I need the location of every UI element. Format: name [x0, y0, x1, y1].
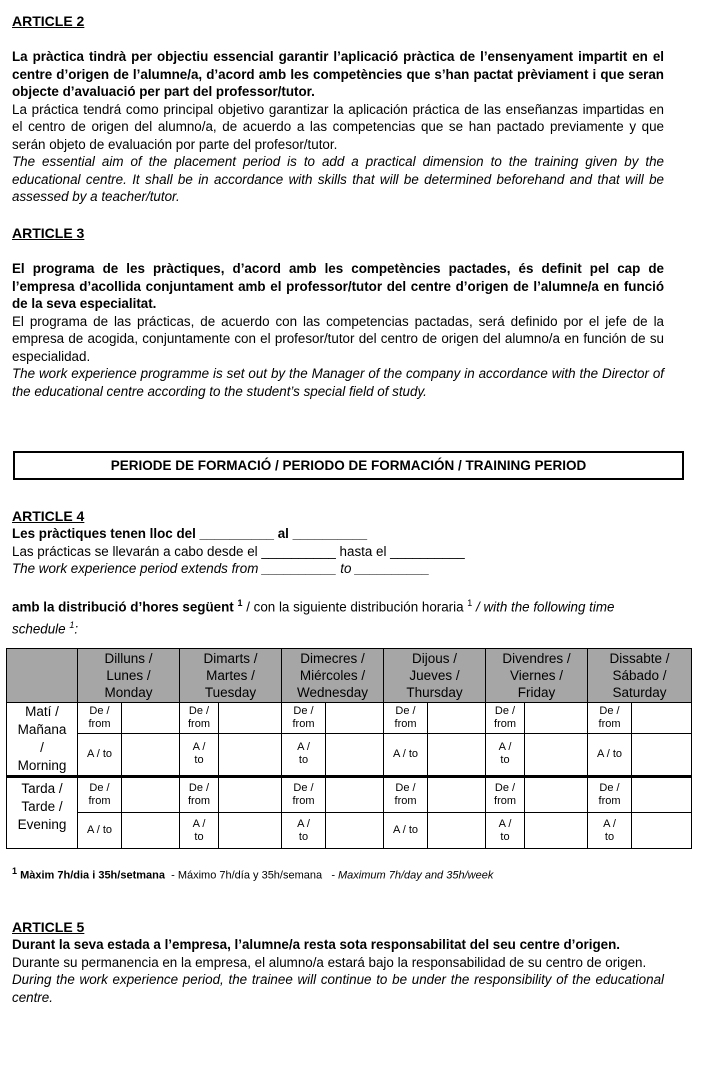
day-es: Miércoles / [299, 668, 366, 683]
from-en: from [188, 717, 210, 730]
time-input-cell[interactable] [428, 777, 486, 813]
from-label [384, 777, 428, 813]
time-input-cell[interactable] [525, 777, 588, 813]
training-period-box: PERIODE DE FORMACIÓ / PERIODO DE FORMACIÓN / TRAINING PERIOD [13, 451, 684, 480]
time-input-cell[interactable] [219, 733, 282, 776]
from-label [180, 777, 219, 813]
article-3-heading: ARTICLE 3 [12, 225, 85, 241]
article-2-body [12, 48, 664, 206]
day-es: Martes / [206, 668, 255, 683]
to-ca: A / [498, 817, 512, 830]
to-en: to [604, 830, 615, 843]
day-header-wednesday [282, 649, 384, 703]
from-en: from [394, 717, 417, 730]
article-4-dates [12, 525, 664, 578]
footnote-english: - Maximum 7h/day and 35h/week [331, 869, 494, 882]
article-4-spanish: Las prácticas se llevarán a cabo desde el __________ hasta el __________ [12, 543, 465, 559]
article-2-catalan: La pràctica tindrà per objectiu essencial garantir l’aplicació pràctica de l’ensenyament impartit en el centre d’origen de l’alumne/a, d’acord amb les competències que s’han pactat prèviament i que seran objecte d’avaluació per part del professor/tutor. [12, 49, 664, 99]
from-en: from [598, 717, 621, 730]
to-label: A / to [588, 733, 632, 776]
evening-es: Tarde / [21, 799, 63, 814]
from-ca: De / [395, 782, 416, 794]
to-label [282, 733, 326, 776]
footnote-ref: 1 [69, 620, 75, 631]
from-en: from [494, 717, 517, 730]
day-ca: Dijous / [412, 651, 458, 666]
from-ca: De / [599, 704, 620, 717]
evening-en: Evening [17, 817, 67, 832]
day-header-saturday [588, 649, 692, 703]
from-label [588, 703, 632, 734]
day-ca: Dissabte / [609, 651, 670, 666]
to-en: to [194, 754, 204, 767]
to-label [486, 813, 525, 849]
from-label [486, 777, 525, 813]
distribution-catalan: amb la distribució d’hores següent [12, 599, 234, 615]
to-label [180, 733, 219, 776]
from-label [282, 703, 326, 734]
day-en: Wednesday [296, 685, 369, 700]
time-input-cell[interactable] [122, 703, 180, 734]
time-input-cell[interactable] [525, 703, 588, 734]
from-ca: De / [293, 782, 314, 794]
day-ca: Divendres / [502, 651, 571, 666]
time-input-cell[interactable] [219, 703, 282, 734]
time-input-cell[interactable] [326, 777, 384, 813]
time-input-cell[interactable] [326, 813, 384, 849]
day-header-monday [78, 649, 180, 703]
morning-en: Morning [17, 758, 67, 773]
distribution-english: / with the following time schedule [12, 599, 615, 637]
from-label [78, 703, 122, 734]
morning-slash: / [40, 740, 44, 755]
from-label [588, 777, 632, 813]
footnote-ref: 1 [467, 598, 473, 608]
time-input-cell[interactable] [428, 813, 486, 849]
to-en: to [298, 830, 309, 843]
article-5-heading: ARTICLE 5 [12, 919, 85, 935]
from-en: from [598, 795, 621, 807]
day-en: Monday [104, 685, 153, 700]
article-2-heading: ARTICLE 2 [12, 13, 85, 29]
morning-es: Mañana [17, 722, 67, 737]
to-ca: A / [192, 817, 206, 830]
footnote-spanish: - Máximo 7h/día y 35h/semana [171, 869, 323, 882]
from-ca: De / [494, 704, 516, 717]
to-ca: A / [192, 741, 206, 754]
row-header-morning [7, 703, 78, 777]
time-input-cell[interactable] [428, 703, 486, 734]
from-en: from [494, 795, 517, 807]
article-3-spanish: El programa de las prácticas, de acuerdo con las competencias pactadas, será definido por el jefe de la empresa de acogida, conjuntamente con el profesor/tutor del centro de origen del alumno/a en función de su especialidad. [12, 313, 664, 364]
row-header-evening [7, 777, 78, 849]
time-input-cell[interactable] [632, 813, 692, 849]
from-label [180, 703, 219, 734]
time-input-cell[interactable] [525, 733, 588, 776]
to-ca: A / [297, 741, 310, 754]
from-en: from [188, 795, 210, 807]
time-input-cell[interactable] [122, 813, 180, 849]
article-3-english: The work experience programme is set out by the Manager of the company in accordance with the Director of the educational centre according to the student’s special field of study. [12, 366, 664, 399]
from-ca: De / [599, 782, 620, 794]
time-input-cell[interactable] [122, 777, 180, 813]
morning-ca: Matí / [25, 704, 59, 719]
to-en: to [194, 830, 204, 843]
from-ca: De / [395, 704, 416, 717]
day-es: Jueves / [409, 668, 460, 683]
to-label [180, 813, 219, 849]
article-2-english: The essential aim of the placement period is to add a practical dimension to the training given by the educational centre. It shall be in accordance with skills that will be determined beforehand and that will be assessed by a teacher/tutor. [12, 154, 664, 204]
to-ca: A / [603, 817, 616, 830]
day-en: Tuesday [204, 685, 257, 700]
footnote-catalan: Màxim 7h/dia i 35h/setmana [20, 869, 165, 882]
from-ca: De / [89, 704, 110, 717]
time-input-cell[interactable] [428, 733, 486, 776]
time-input-cell[interactable] [326, 733, 384, 776]
time-input-cell[interactable] [122, 733, 180, 776]
to-en: to [298, 754, 309, 767]
day-en: Thursday [406, 685, 463, 700]
from-ca: De / [188, 704, 210, 717]
article-5-catalan: Durant la seva estada a l’empresa, l’alumne/a resta sota responsabilitat del seu centre d’origen. [12, 937, 621, 952]
to-label [282, 813, 326, 849]
from-label [384, 703, 428, 734]
article-5-english: During the work experience period, the trainee will continue to be under the responsibility of the educational centre. [12, 972, 664, 1005]
from-ca: De / [89, 782, 110, 794]
article-3-catalan: El programa de les pràctiques, d’acord amb les competències pactades, és definit pel cap de l’empresa d’acollida conjuntament amb el professor/tutor del centre d’origen de l’alumne/a en funció de la seva especialitat. [12, 261, 664, 311]
article-2-spanish: La práctica tendrá como principal objetivo garantizar la aplicación práctica de las enseñanzas impartidas en el centro de origen del alumno/a, de acuerdo a las competencias que se han pactado previamente y que serán objeto de evaluación por parte del profesor/tutor. [12, 101, 664, 152]
to-label: A / to [384, 813, 428, 849]
day-es: Viernes / [510, 668, 564, 683]
evening-ca: Tarda / [21, 781, 63, 796]
day-ca: Dilluns / [104, 651, 153, 666]
distribution-spanish: / con la siguiente distribución horaria [242, 599, 468, 615]
from-label [486, 703, 525, 734]
from-en: from [88, 795, 111, 807]
day-ca: Dimecres / [300, 651, 365, 666]
to-en: to [500, 754, 510, 767]
day-es: Sábado / [612, 668, 667, 683]
day-en: Saturday [612, 685, 667, 700]
day-header-thursday [384, 649, 486, 703]
time-input-cell[interactable] [525, 813, 588, 849]
distribution-colon: : [74, 621, 79, 637]
day-header-friday [486, 649, 588, 703]
day-es: Lunes / [106, 668, 151, 683]
to-ca: A / [498, 741, 512, 754]
article-4-catalan: Les pràctiques tenen lloc del __________ al __________ [12, 526, 368, 541]
day-header-tuesday [180, 649, 282, 703]
from-label [78, 777, 122, 813]
article-4-distribution [12, 594, 664, 639]
article-3-body [12, 260, 664, 400]
day-en: Friday [517, 685, 556, 700]
to-ca: A / [297, 817, 310, 830]
schedule-table [6, 648, 692, 849]
to-label [486, 733, 525, 776]
footnote-number: 1 [12, 866, 18, 876]
to-en: to [500, 830, 510, 843]
from-label [282, 777, 326, 813]
article-5-spanish: Durante su permanencia en la empresa, el alumno/a estará bajo la responsabilidad de su centro de origen. [12, 954, 647, 970]
from-en: from [394, 795, 417, 807]
from-en: from [88, 717, 111, 730]
footnote-ref: 1 [237, 598, 243, 608]
from-ca: De / [293, 704, 314, 717]
to-label [588, 813, 632, 849]
article-4-heading: ARTICLE 4 [12, 508, 85, 524]
time-input-cell[interactable] [632, 733, 692, 776]
time-input-cell[interactable] [219, 777, 282, 813]
to-label: A / to [78, 813, 122, 849]
article-4-english: The work experience period extends from __________ to __________ [12, 561, 430, 576]
article-5-body [12, 936, 664, 1006]
from-ca: De / [188, 782, 210, 794]
to-label: A / to [384, 733, 428, 776]
from-ca: De / [494, 782, 516, 794]
schedule-footnote [12, 866, 493, 882]
from-en: from [292, 717, 315, 730]
from-en: from [292, 795, 315, 807]
time-input-cell[interactable] [632, 703, 692, 734]
time-input-cell[interactable] [219, 813, 282, 849]
day-ca: Dimarts / [203, 651, 258, 666]
schedule-corner-cell [7, 649, 78, 703]
to-label: A / to [78, 733, 122, 776]
time-input-cell[interactable] [632, 777, 692, 813]
time-input-cell[interactable] [326, 703, 384, 734]
